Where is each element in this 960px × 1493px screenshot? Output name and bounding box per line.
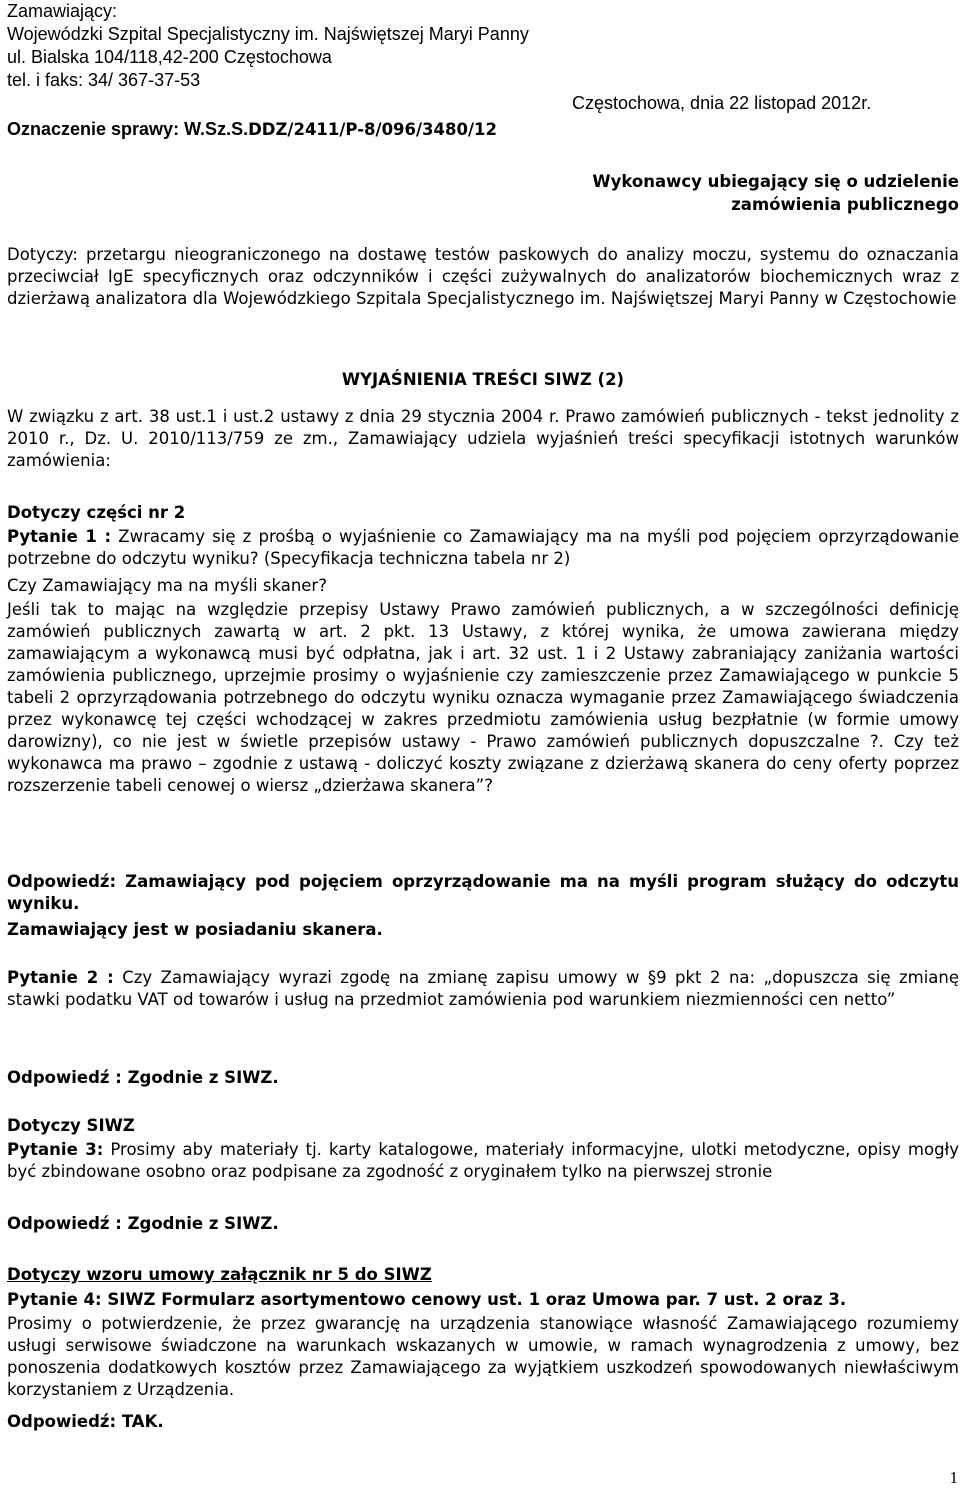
question-text: Czy Zamawiający wyrazi zgodę na zmianę zapisu umowy w §9 pkt 2 na: „dopuszcza się zmianę stawki podatku VAT od towarów i usług na przedmiot zamówienia pod warunkiem niezmienności cen netto” bbox=[7, 968, 959, 1009]
document-page bbox=[7, 0, 959, 1431]
intro-paragraph: W związku z art. 38 ust.1 i ust.2 ustawy z dnia 29 stycznia 2004 r. Prawo zamówień publicznych - tekst jednolity z 2010 r., Dz. U. 2010/113/759 ze zm., Zamawiający udziela wyjaśnień treści specyfikacji istotnych warunków zamówienia: bbox=[7, 407, 959, 470]
header-line: tel. i faks: 34/ 367-37-53 bbox=[7, 70, 201, 90]
section-title-siwz: Dotyczy SIWZ bbox=[7, 1116, 135, 1135]
subject-paragraph: Dotyczy: przetargu nieograniczonego na dostawę testów paskowych do analizy moczu, systemu do oznaczania przeciwciał IgE specyficznych oraz odczynników i części zużywalnych do analizatorów biochemicznych wraz z dzierżawą analizatora dla Wojewódzkiego Szpitala Specjalistycznego im. Najświętszej Maryi Panny w Częstochowie bbox=[7, 245, 959, 308]
question-4: Pytanie 4: SIWZ Formularz asortymentowo cenowy ust. 1 oraz Umowa par. 7 ust. 2 oraz 3. bbox=[7, 1290, 847, 1309]
recipient-line: Wykonawcy ubiegający się o udzielenie bbox=[592, 172, 959, 191]
section-title-contract: Dotyczy wzoru umowy załącznik nr 5 do SIWZ bbox=[7, 1265, 432, 1284]
case-prefix: Oznaczenie sprawy: W.Sz.S. bbox=[7, 119, 249, 139]
recipient-line: zamówienia publicznego bbox=[731, 195, 959, 214]
header-line: ul. Bialska 104/118,42-200 Częstochowa bbox=[7, 47, 332, 67]
question-text: Zwracamy się z prośbą o wyjaśnienie co Zamawiający ma na myśli pod pojęciem oprzyrządowanie potrzebne do odczytu wyniku? (Specyfikacja techniczna tabela nr 2) bbox=[7, 527, 959, 568]
case-reference bbox=[7, 119, 497, 140]
document-title: WYJAŚNIENIA TREŚCI SIWZ (2) bbox=[341, 370, 625, 389]
case-number: DDZ/2411/P-8/096/3480/12 bbox=[248, 120, 497, 139]
answer-1-line-2: Zamawiający jest w posiadaniu skanera. bbox=[7, 920, 383, 939]
answer-1: Odpowiedź: Zamawiający pod pojęciem oprzyrządowanie ma na myśli program służący do odczytu wyniku. bbox=[7, 872, 959, 913]
document-date: Częstochowa, dnia 22 listopad 2012r. bbox=[572, 93, 872, 113]
question-3 bbox=[7, 1139, 959, 1183]
question-1 bbox=[7, 526, 959, 570]
question-label: Pytanie 2 : bbox=[7, 968, 114, 987]
recipient bbox=[592, 170, 959, 216]
header-line: Wojewódzki Szpital Specjalistyczny im. Najświętszej Maryi Panny bbox=[7, 24, 529, 44]
question-text: Prosimy aby materiały tj. karty katalogowe, materiały informacyjne, ulotki metodyczne, opisy mogły być zbindowane osobno oraz podpisane za zgodność z oryginałem tylko na pierwszej stronie bbox=[7, 1140, 959, 1181]
header-line: Zamawiający: bbox=[7, 1, 118, 21]
answer-2: Odpowiedź : Zgodnie z SIWZ. bbox=[7, 1068, 279, 1087]
question-label: Pytanie 1 : bbox=[7, 527, 112, 546]
question-1-paragraph: Jeśli tak to mając na względzie przepisy Ustawy Prawo zamówień publicznych, a w szczególności definicję zamówień publicznych zawartą w art. 2 pkt. 13 Ustawy, z której wynika, że umowa zawierana między zamawiającym a wykonawcą musi być odpłatna, jak i art. 32 ust. 1 i 2 Ustawy zabraniający zaniżania wartości zamówienia publicznego, uprzejmie prosimy o wyjaśnienie czy zamieszczenie przez Zamawiającego w punkcie 5 tabeli 2 oprzyrządowania potrzebnego do odczytu wyniku oznacza wymaganie przez Zamawiającego świadczenia przez wykonawcę tej części wchodzącej w zakres przedmiotu zamówienia usług bezpłatnie (w formie umowy darowizny), co nie jest w świetle przepisów ustawy - Prawo zamówień publicznych dopuszczalne ?. Czy też wykonawca ma prawo – zgodnie z ustawą - doliczyć koszty związane z dzierżawą skanera do ceny oferty poprzez rozszerzenie tabeli cenowej o wiersz „dzierżawa skanera”? bbox=[7, 600, 959, 795]
question-1-line-2: Czy Zamawiający ma na myśli skaner? bbox=[7, 576, 327, 595]
answer-3: Odpowiedź : Zgodnie z SIWZ. bbox=[7, 1214, 279, 1233]
question-label: Pytanie 3: bbox=[7, 1140, 104, 1159]
contracting-authority-header bbox=[7, 0, 959, 92]
page-number: 1 bbox=[949, 1468, 958, 1487]
question-4-paragraph: Prosimy o potwierdzenie, że przez gwarancję na urządzenia stanowiące własność Zamawiającego rozumiemy usługi serwisowe świadczone na warunkach wskazanych w umowie, w ramach wynagrodzenia z umowy, bez ponoszenia dodatkowych kosztów przez Zamawiającego za wyjątkiem uszkodzeń spowodowanych niewłaściwym korzystaniem z Urządzenia. bbox=[7, 1314, 959, 1399]
question-2 bbox=[7, 967, 959, 1011]
answer-4: Odpowiedź: TAK. bbox=[7, 1412, 164, 1431]
section-title-part-2: Dotyczy części nr 2 bbox=[7, 503, 186, 522]
